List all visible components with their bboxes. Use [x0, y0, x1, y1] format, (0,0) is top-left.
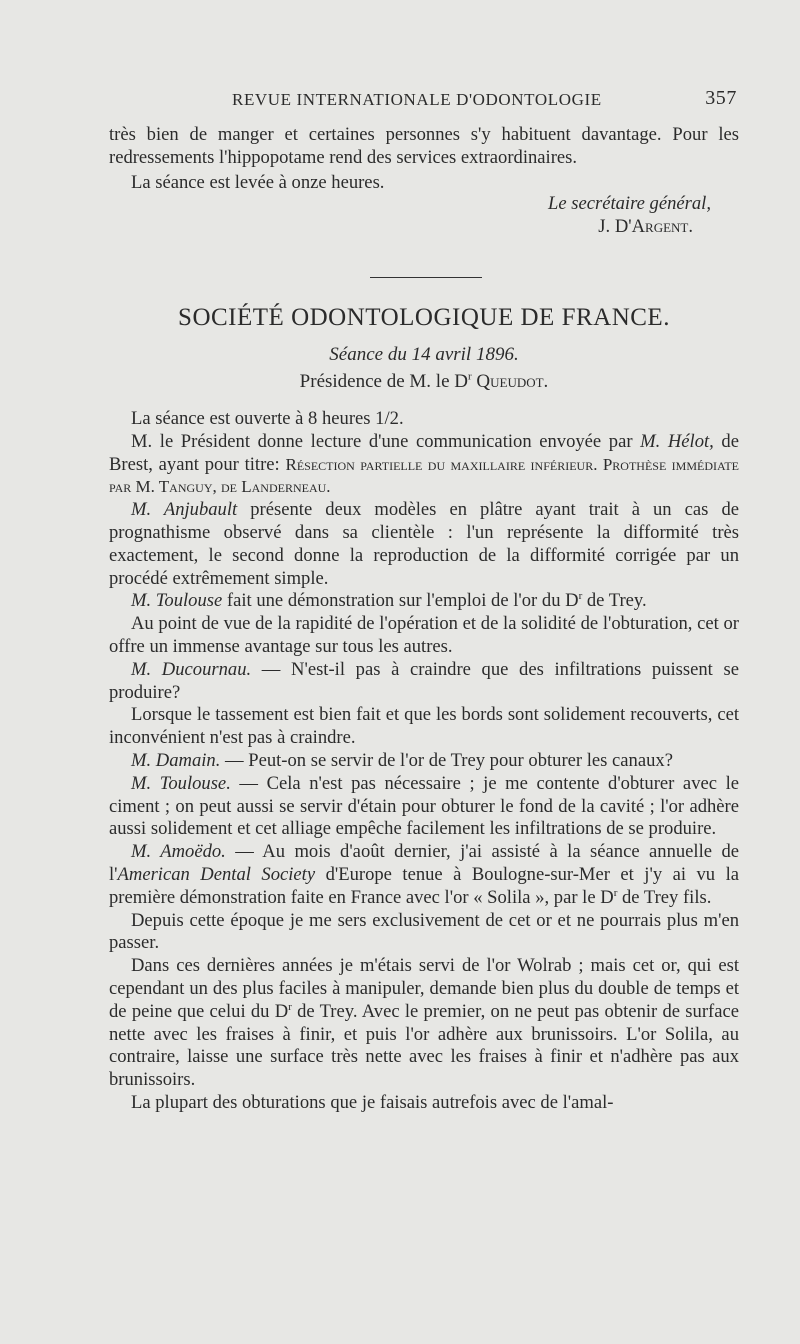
sup: r — [578, 590, 583, 603]
speaker-name: M. Hélot, — [640, 430, 714, 452]
speaker-name: M. Damain. — [131, 749, 221, 771]
minutes-body — [109, 408, 739, 1115]
text: de Trey. Avec le premier, on ne peut pas obtenir de surface nette avec les fraises à finir, et puis l'or adhère aux brunissoirs. L'or Solila, au contraire, laisse une surface très nette avec les fraises à finir et n'adhère pas aux brunissoirs. — [109, 1000, 739, 1091]
paragraph: Depuis cette époque je me sers exclusivement de cet or et ne pourrais plus m'en passer. — [109, 909, 739, 954]
text: de Brest, ayant pour titre: — [109, 430, 739, 475]
speaker-name: M. Toulouse. — [131, 772, 231, 794]
journal-title: REVUE INTERNATIONALE D'ODONTOLOGIE — [232, 90, 602, 109]
paragraph: très bien de manger et certaines personnes s'y habituent davantage. Pour les redressements l'hippopotame rend des services extraordinaires. — [109, 124, 739, 168]
paragraph — [109, 499, 739, 590]
sup: r — [613, 886, 618, 899]
presidence-line — [109, 371, 739, 393]
top-section — [109, 124, 739, 239]
paragraph: Lorsque le tassement est bien fait et que les bords sont solidement recouverts, cet inconvénient n'est pas à craindre. — [109, 704, 739, 749]
section-title: SOCIÉTÉ ODONTOLOGIQUE DE FRANCE. — [178, 304, 670, 331]
paragraph — [109, 841, 739, 909]
text: de Trey. — [582, 590, 647, 612]
section-divider — [370, 277, 482, 278]
text: — Au mois d'août dernier, j'ai assisté à la séance annuelle de l' — [109, 841, 739, 885]
text: — N'est-il pas à craindre que des infiltrations puissent se produire? — [109, 658, 739, 703]
page-number: 357 — [705, 87, 737, 109]
paragraph — [109, 431, 739, 499]
paragraph: La séance est levée à onze heures. — [131, 171, 385, 193]
text: présente deux modèles en plâtre ayant trait à un cas de prognathisme observé dans sa clientèle : l'un représente la difformité très exactement, le second donne la reproduction de la difformité corrigée par un procédé extrêmement simple. — [109, 499, 739, 589]
presidence-prefix: Présidence de M. le D — [299, 371, 468, 392]
speaker-name: M. Anjubault — [131, 499, 238, 521]
speaker-name: M. Toulouse — [131, 590, 223, 612]
text: Dans ces dernières années je m'étais servi de l'or Wolrab ; mais cet or, qui est cependant un des plus faciles à manipuler, demande bien plus du double de temps et de peine que celui du D — [109, 955, 739, 1022]
paragraph — [109, 773, 739, 841]
paragraph — [109, 955, 739, 1092]
signature-role: Le secrétaire général, — [548, 193, 711, 215]
text: d'Europe tenue à Boulogne-sur-Mer et j'y ai vu la première démonstration faite en France avec l'or « Solila », par le D — [109, 863, 739, 908]
paragraph: La séance est ouverte à 8 heures 1/2. — [131, 408, 404, 429]
presidence-sup: r — [467, 370, 472, 383]
paragraph — [109, 659, 739, 705]
text: de Trey fils. — [617, 886, 712, 908]
text: fait une démonstration sur l'emploi de l'or du D — [222, 590, 579, 612]
text: — Cela n'est pas nécessaire ; je me contente d'obturer avec le ciment ; on peut aussi se servir d'étain pour obturer le fond de la cavité ; l'or adhère aussi solidement et cet alliage empêche facilement les infiltrations de se produire. — [109, 772, 739, 840]
signature-name: J. D'Argent. — [598, 216, 693, 238]
text: M. le Président donne lecture d'une communication envoyée par — [131, 430, 641, 452]
president-name: Queudot. — [476, 371, 549, 392]
text: — Peut-on se servir de l'or de Trey pour obturer les canaux? — [220, 749, 673, 771]
speaker-name: M. Amoëdo. — [131, 841, 226, 863]
paragraph: La plupart des obturations que je faisais autrefois avec de l'amal- — [131, 1091, 614, 1113]
speaker-name: M. Ducournau. — [131, 658, 252, 680]
sup: r — [288, 1000, 292, 1013]
session-date: Séance du 14 avril 1896. — [329, 344, 519, 365]
society-name: American Dental Society — [117, 863, 316, 885]
communication-title: Résection partielle du maxillaire inférieur. Prothèse immédiate par M. Tanguy, de Landerneau. — [109, 454, 739, 497]
paragraph — [109, 750, 739, 773]
paragraph: Au point de vue de la rapidité de l'opération et de la solidité de l'obturation, cet or offre un immense avantage sur tous les autres. — [109, 613, 739, 657]
paragraph — [109, 590, 739, 613]
